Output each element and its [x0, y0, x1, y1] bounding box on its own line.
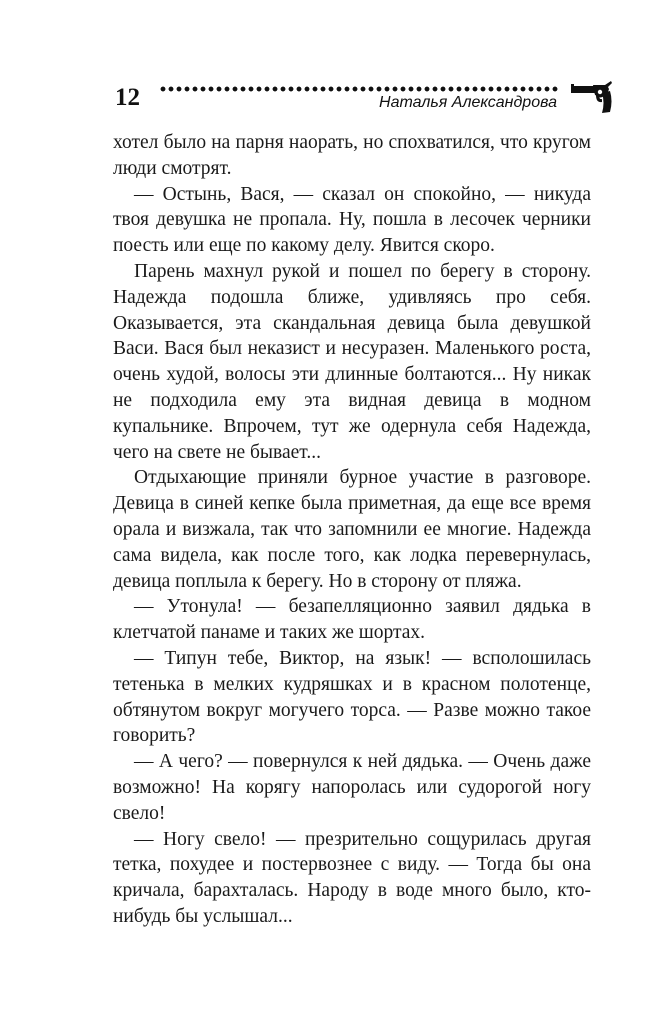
author-name: Наталья Александрова	[379, 94, 557, 111]
page-number: 12	[115, 84, 140, 111]
paragraph: — Утонула! — безапелляционно заявил дядька в клетчатой панаме и таких же шортах.	[113, 596, 591, 644]
paragraph: хотел было на парня наорать, но спохватился, что кругом люди смотрят.	[113, 132, 591, 179]
paragraph: Отдыхающие приняли бурное участие в разговоре. Девица в синей кепке была приметная, да еще все время орала и визжала, так что запомнили ее многие. Надежда сама видела, как после того, как лодка перевернулась, девица поплыла к берегу. Но в сторону от пляжа.	[113, 467, 591, 592]
body-text	[113, 130, 591, 930]
paragraph: — Ногу свело! — презрительно сощурилась другая тетка, похудее и постервознее с виду. — Тогда бы она кричала, барахталась. Народу в воде много было, кто-нибудь бы услышал...	[113, 828, 591, 927]
paragraph: Парень махнул рукой и пошел по берегу в сторону. Надежда подошла ближе, удивляясь про себя. Оказывается, эта скандальная девица была девушкой Васи. Вася был неказист и несуразен. Маленького роста, очень худой, волосы эти длинные болтаются... Ну никак не подходила ему эта видная девица в модном купальнике. Впрочем, тут же одернула себя Надежда, чего на свете не бывает...	[113, 260, 591, 463]
paragraph: — А чего? — повернулся к ней дядька. — Очень даже возможно! На корягу напоролась или судорогой ногу свело!	[113, 751, 591, 824]
paragraph: — Типун тебе, Виктор, на язык! — всполошилась тетенька в мелких кудряшках и в красном полотенце, обтянутом вокруг могучего торса. — Разве можно такое говорить?	[113, 647, 591, 747]
paragraph: — Остынь, Вася, — сказал он спокойно, — никуда твоя девушка не пропала. Ну, пошла в лесочек черники поесть или еще по какому делу. Явится скоро.	[113, 183, 591, 257]
dotted-rule	[159, 85, 559, 93]
running-header	[112, 78, 614, 122]
revolver-icon	[571, 79, 613, 115]
